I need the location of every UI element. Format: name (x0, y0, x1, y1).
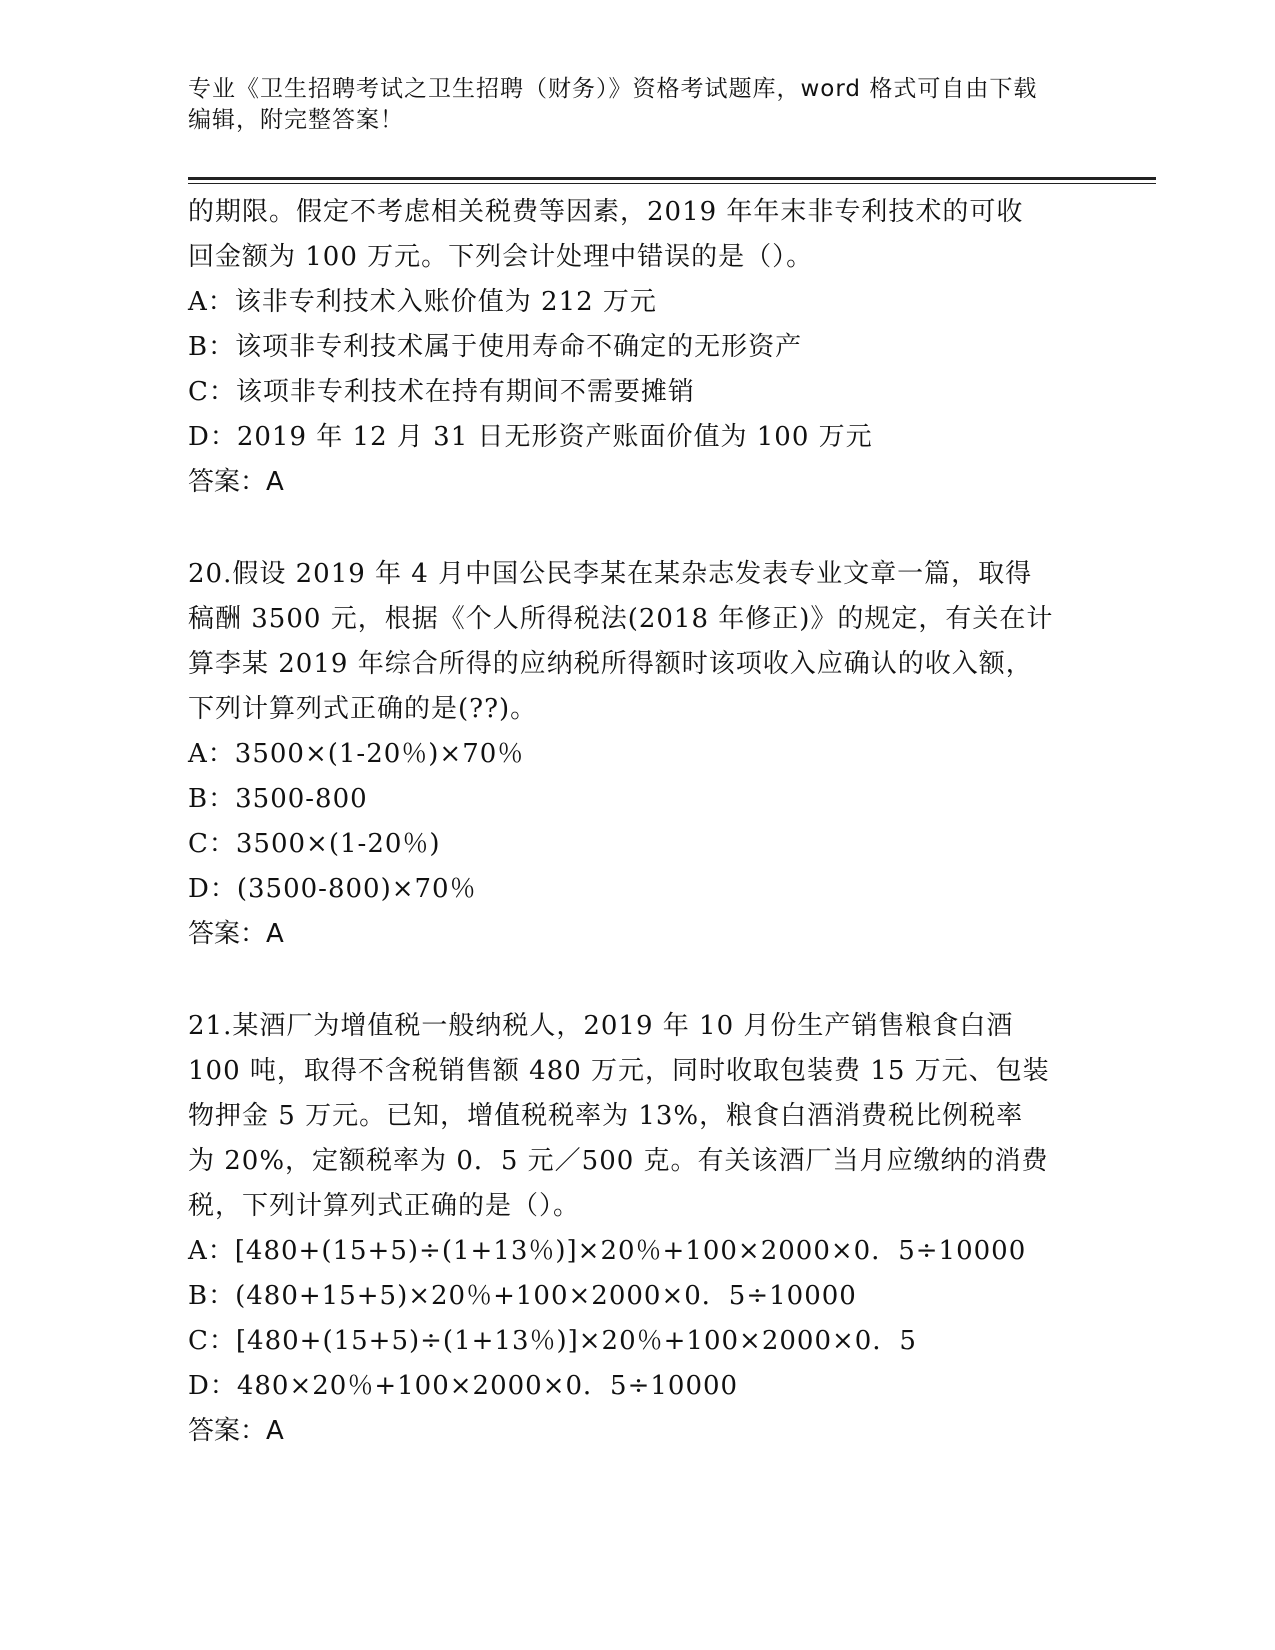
answer-label: 答案：A (188, 1416, 284, 1446)
option-c: C：该项非专利技术在持有期间不需要摊销 (188, 377, 695, 407)
header-line-2: 编辑，附完整答案！ (188, 107, 404, 133)
question-stem-line: 稿酬 3500 元，根据《个人所得税法(2018 年修正)》的规定，有关在计 (188, 604, 1054, 634)
question-stem-line: 20.假设 2019 年 4 月中国公民李某在某杂志发表专业文章一篇，取得 (188, 559, 1033, 589)
question-20 (188, 552, 1088, 957)
option-a: A：该非专利技术入账价值为 212 万元 (188, 287, 657, 317)
answer-label: 答案：A (188, 919, 284, 949)
option-d: D：480×20％+100×2000×0．5÷10000 (188, 1371, 739, 1401)
question-21 (188, 1004, 1088, 1454)
document-header (188, 74, 1088, 136)
option-c: C：3500×(1-20％) (188, 829, 441, 859)
question-stem-line: 算李某 2019 年综合所得的应纳税所得额时该项收入应确认的收入额， (188, 649, 1033, 679)
option-b: B：该项非专利技术属于使用寿命不确定的无形资产 (188, 332, 803, 362)
header-line-1: 专业《卫生招聘考试之卫生招聘（财务）》资格考试题库，word 格式可自由下载 (188, 76, 1038, 102)
option-b: B：3500-800 (188, 784, 368, 814)
header-divider-thick (188, 177, 1156, 180)
question-stem-line: 100 吨，取得不含税销售额 480 万元，同时收取包装费 15 万元、包装 (188, 1056, 1050, 1086)
spacer (188, 505, 1088, 552)
document-body (188, 190, 1088, 1454)
question-stem-line: 的期限。假定不考虑相关税费等因素，2019 年年末非专利技术的可收 (188, 197, 1024, 227)
option-c: C：[480+(15+5)÷(1+13％)]×20％+100×2000×0．5 (188, 1326, 917, 1356)
option-a: A：[480+(15+5)÷(1+13％)]×20％+100×2000×0．5÷10000 (188, 1236, 1027, 1266)
question-19 (188, 190, 1088, 505)
question-stem-line: 税，下列计算列式正确的是（）。 (188, 1191, 581, 1221)
question-stem-line: 回金额为 100 万元。下列会计处理中错误的是（）。 (188, 242, 814, 272)
option-d: D：2019 年 12 月 31 日无形资产账面价值为 100 万元 (188, 422, 873, 452)
question-stem-line: 21.某酒厂为增值税一般纳税人，2019 年 10 月份生产销售粮食白酒 (188, 1011, 1014, 1041)
option-a: A：3500×(1-20％)×70％ (188, 739, 525, 769)
header-divider-thin (188, 183, 1156, 184)
option-d: D：(3500-800)×70％ (188, 874, 477, 904)
question-stem-line: 物押金 5 万元。已知，增值税税率为 13%，粮食白酒消费税比例税率 (188, 1101, 1024, 1131)
spacer (188, 957, 1088, 1004)
option-b: B：(480+15+5)×20％+100×2000×0．5÷10000 (188, 1281, 857, 1311)
question-stem-line: 下列计算列式正确的是(??)。 (188, 694, 538, 724)
answer-label: 答案：A (188, 467, 284, 497)
question-stem-line: 为 20%，定额税率为 0．5 元／500 克。有关该酒厂当月应缴纳的消费 (188, 1146, 1049, 1176)
